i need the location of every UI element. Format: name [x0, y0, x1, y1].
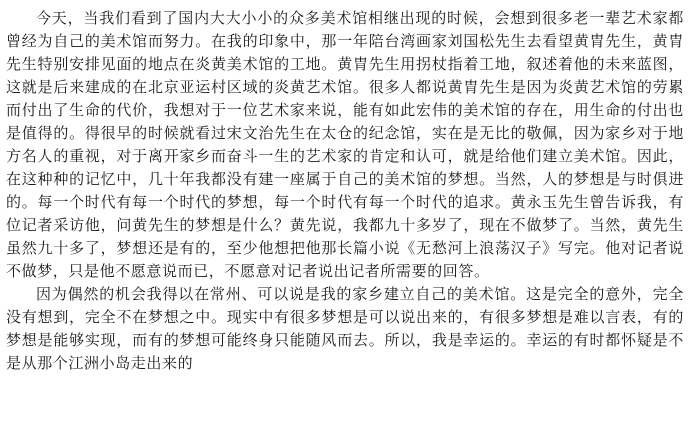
article-paragraph-2: 因为偶然的机会我得以在常州、可以说是我的家乡建立自己的美术馆。这是完全的意外，完全没有想到，完全不在梦想之中。现实中有很多梦想是可以说出来的，有很多梦想是难以言表，有的梦想是能够实现，而有的梦想可能终身只能随风而去。所以，我是幸运的。幸运的有时都怀疑是不是从那个江洲小岛走出来的: [6, 285, 684, 372]
article-paragraph-1: 今天，当我们看到了国内大大小小的众多美术馆相继出现的时候，会想到很多老一辈艺术家都曾经为自己的美术馆而努力。在我的印象中，那一年陪台湾画家刘国松先生去看望黄胄先生，黄胄先生特别安排见面的地点在炎黄美术馆的工地。黄胄先生用拐杖指着工地，叙述着他的未来蓝图，这就是后来建成的在北京亚运村区域的炎黄艺术馆。很多人都说黄胄先生是因为炎黄艺术馆的劳累而付出了生命的代价，我想对于一位艺术家来说，能有如此宏伟的美术馆的存在，用生命的付出也是值得的。得很早的时候就看过宋文治先生在太仓的纪念馆，实在是无比的敬佩，因为家乡对于地方名人的重视，对于离开家乡而奋斗一生的艺术家的肯定和认可，就是给他们建立美术馆。因此，在这种种的记忆中，几十年我都没有建一座属于自己的美术馆的梦想。当然，人的梦想是与时俱进的。每一个时代有每一个时代的梦想，每一个时代有每一个时代的追求。黄永玉先生曾告诉我，有位记者采访他，问黄先生的梦想是什么？黄先说，我都九十多岁了，现在不做梦了。当然，黄先生虽然九十多了，梦想还是有的，至少他想把他那长篇小说《无愁河上浪荡汉子》写完。他对记者说不做梦，只是他不愿意说而已，不愿意对记者说出记者所需要的回答。: [6, 9, 684, 280]
article-body: [6, 7, 684, 375]
